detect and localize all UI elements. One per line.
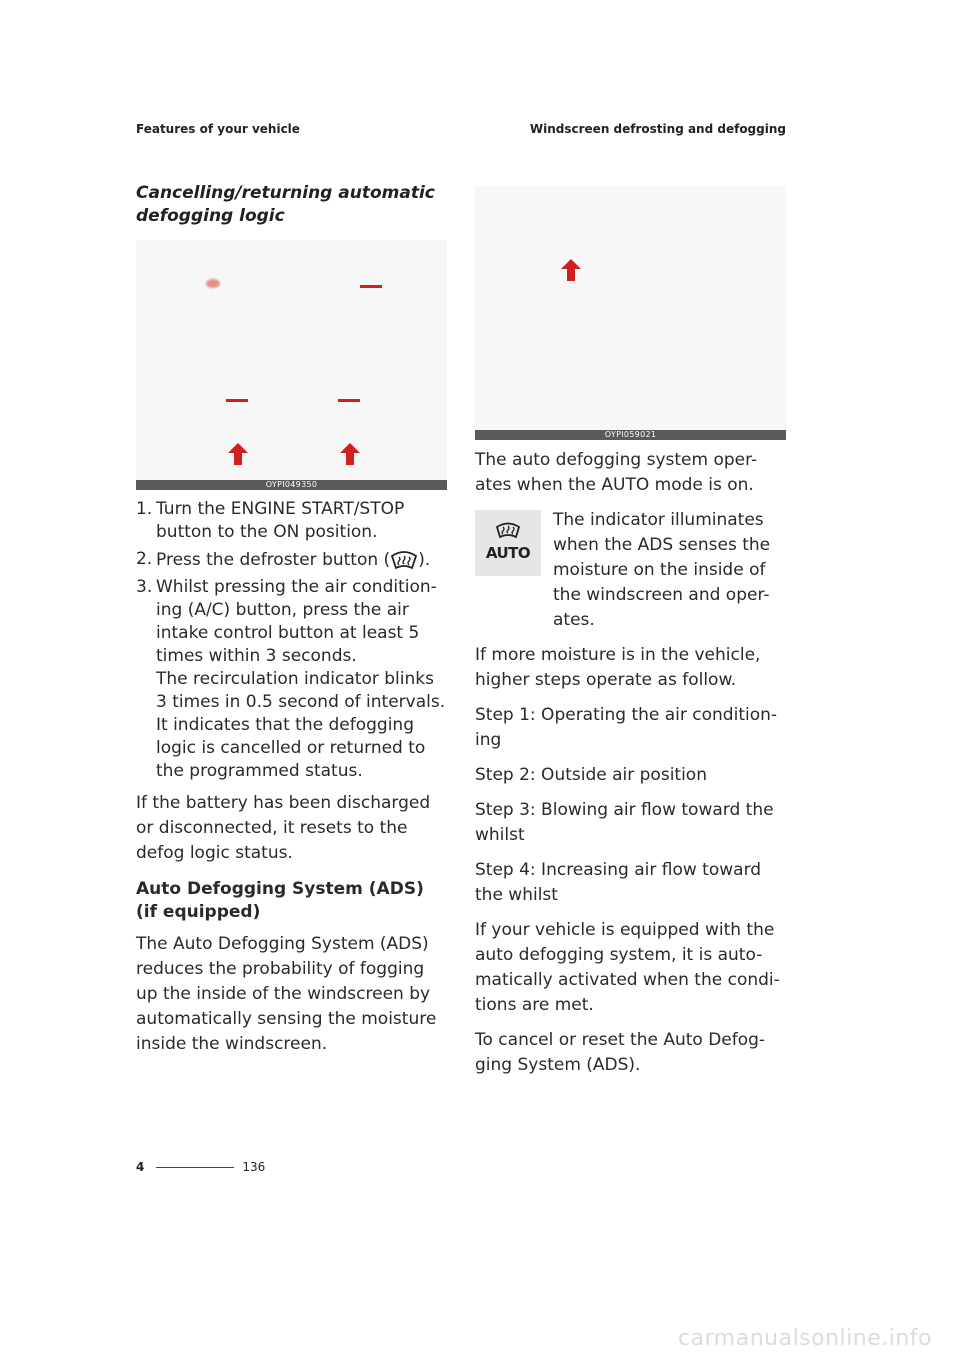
- figure-caption: OYPI059021: [475, 430, 786, 440]
- section-title: Cancelling/returning automatic defogging logic: [136, 183, 435, 226]
- step-1: Step 1: Operating the air condition-ing: [475, 705, 778, 750]
- step-2: Step 2: Outside air position: [475, 765, 707, 785]
- red-dash-marker: [360, 285, 382, 288]
- figure-caption: OYPI049350: [136, 480, 447, 490]
- list-text-after: ).: [418, 550, 431, 570]
- figure-control-panel: [136, 240, 447, 489]
- list-text-before: Press the defroster button (: [156, 550, 391, 570]
- list-item: [136, 576, 447, 783]
- more-moisture-text: If more moisture is in the vehicle, higher steps operate as follow.: [475, 645, 761, 690]
- list-text-main: Whilst pressing the air condition-ing (A/C) button, press the air intake control button at least 5 times within 3 seconds.: [156, 577, 437, 666]
- list-text: [156, 548, 447, 572]
- page-footer: [136, 1160, 265, 1174]
- defroster-icon: [390, 548, 418, 570]
- red-dash-marker: [338, 399, 360, 402]
- page-number: 136: [242, 1160, 266, 1174]
- list-number: 2.: [136, 549, 153, 569]
- header-section-title: Windscreen defrosting and defogging: [529, 122, 786, 136]
- header-chapter-title: Features of your vehicle: [136, 122, 300, 136]
- defroster-icon: [495, 521, 521, 539]
- step-4: Step 4: Increasing air flow toward the whilst: [475, 860, 762, 905]
- list-text-note: The recirculation indicator blinks 3 times in 0.5 second of intervals. It indicates that the defogging logic is cancelled or returned to the programmed status.: [156, 669, 446, 781]
- cancel-text: To cancel or reset the Auto Defog-ging System (ADS).: [475, 1030, 766, 1075]
- step-3: Step 3: Blowing air flow toward the whilst: [475, 800, 774, 845]
- list-item: [136, 548, 447, 572]
- chapter-number: 4: [136, 1160, 145, 1174]
- figure-ads-sensor: [475, 186, 786, 439]
- equipped-text: If your vehicle is equipped with the auto defogging system, it is auto-matically activated when the condi-tions are met.: [475, 920, 780, 1015]
- arrow-up-icon: [228, 443, 248, 465]
- list-number: 3.: [136, 577, 153, 597]
- left-column: [136, 498, 447, 1067]
- auto-mode-text: The auto defogging system oper-ates when the AUTO mode is on.: [475, 450, 758, 495]
- auto-defog-icon: [475, 510, 541, 576]
- footer-divider: [156, 1167, 234, 1168]
- red-dash-marker: [226, 399, 248, 402]
- arrow-up-icon: [561, 259, 581, 281]
- battery-note: If the battery has been discharged or disconnected, it resets to the defog logic status.: [136, 793, 431, 863]
- list-text: [156, 576, 447, 783]
- list-item: [136, 498, 447, 544]
- auto-label: AUTO: [485, 543, 531, 562]
- list-number: 1.: [136, 499, 153, 519]
- list-text: Turn the ENGINE START/STOP button to the ON position.: [156, 499, 405, 542]
- indicator-light: [206, 279, 220, 288]
- watermark: carmanualsonline.info: [678, 1326, 932, 1351]
- right-column: [475, 448, 786, 1088]
- indicator-row: [475, 508, 786, 633]
- ads-heading: Auto Defogging System (ADS) (if equipped): [136, 879, 424, 922]
- arrow-up-icon: [340, 443, 360, 465]
- ads-intro: The Auto Defogging System (ADS) reduces the probability of fogging up the inside of the windscreen by automatically sensing the moisture inside the windscreen.: [136, 934, 437, 1054]
- indicator-text: The indicator illuminates when the ADS senses the moisture on the inside of the windscreen and oper-ates.: [553, 510, 771, 630]
